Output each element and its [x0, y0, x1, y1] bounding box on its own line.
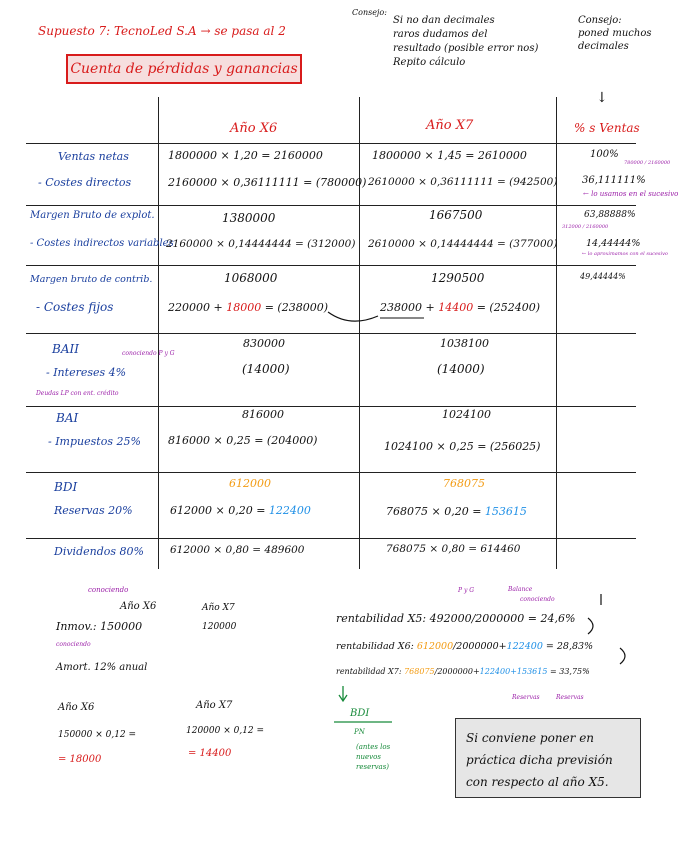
pn-note-line: reservas)	[356, 763, 390, 771]
costes-indirectos-x6: 2160000 × 0,14444444 = (312000)	[166, 238, 356, 250]
pct-costes-directos: 36,111111%	[582, 175, 646, 186]
costes-indirectos-x7: 2610000 × 0,14444444 = (377000)	[368, 238, 558, 250]
inmov-x7: 120000	[202, 622, 237, 632]
consejo-left-label: Consejo:	[352, 8, 387, 17]
mbcp-x7: 1667500	[429, 208, 483, 222]
label-intereses: - Intereses 4%	[46, 366, 127, 379]
label-costes-directos: - Costes directos	[38, 176, 132, 189]
carry-over-arrow	[328, 312, 378, 321]
label-impuestos: - Impuestos 25%	[48, 435, 141, 448]
supuesto-title: Supuesto 7: TecnoLed S.A → se pasa al 2	[38, 24, 286, 38]
cf7-total: = (252400)	[473, 301, 540, 314]
conociendo-note-1: conociendo	[88, 586, 129, 594]
rentabilidad-x5: rentabilidad X5: 492000/2000000 = 24,6%	[336, 612, 576, 625]
rentabilidad-x7	[336, 667, 590, 676]
pn-note-line: nuevos	[356, 753, 381, 761]
calc6: 150000 × 0,12 =	[58, 730, 137, 740]
label-mbcc: Margen bruto de contrib.	[30, 274, 153, 285]
cf6-base: 220000 +	[168, 301, 227, 314]
inmov: Inmov.: 150000	[56, 620, 143, 633]
dividendos-x6: 612000 × 0,80 = 489600	[170, 544, 305, 556]
bdi-label: BDI	[350, 708, 370, 719]
intereses-x7: (14000)	[437, 362, 485, 376]
calc6-result: = 18000	[58, 754, 102, 765]
r6-bdi: 612000	[416, 641, 454, 652]
pct-ci-note2: ← lo aproximamos con el sucesivo	[582, 251, 668, 257]
consejo-right-line: Consejo:	[578, 15, 622, 26]
label-ventas-netas: Ventas netas	[58, 150, 129, 163]
bdi-x6: 612000	[229, 477, 271, 490]
calc-year7: Año X7	[196, 700, 233, 711]
pn-note-line: (antes los	[356, 743, 391, 751]
col-header-x7: Año X7	[426, 118, 474, 133]
bracket-icon	[620, 648, 625, 664]
r7-reservas: 122400+153615	[479, 667, 548, 676]
consejo-left-line: resultado (posible error nos)	[393, 43, 539, 54]
reservas-note-2: Reservas	[556, 694, 584, 701]
interes-note: conociendo P y G	[122, 350, 175, 357]
reservas-x7-calc: 768075 × 0,20 =	[386, 505, 485, 518]
conociendo-note-3: conociendo	[520, 596, 555, 603]
conociendo-note-2: conociendo	[56, 641, 91, 648]
pn-label: PN	[354, 728, 365, 736]
reservas-note-1: Reservas	[512, 694, 540, 701]
pct-ventas: 100%	[590, 149, 619, 160]
pyg-title: Cuenta de pérdidas y ganancias	[70, 61, 298, 77]
bracket-icon	[588, 618, 593, 634]
rentabilidad-x6	[336, 641, 593, 652]
label-baii: BAII	[52, 342, 79, 356]
calc7-result: = 14400	[188, 748, 232, 759]
label-reservas: Reservas 20%	[54, 504, 133, 517]
bl-anio6: Año X6	[120, 601, 157, 612]
mbcc-x7: 1290500	[431, 271, 485, 285]
pct-ci-note: 312000 / 2160000	[562, 224, 609, 230]
baii-x6: 830000	[243, 337, 285, 350]
balance-note: Balance	[508, 586, 533, 593]
label-costes-indirectos: - Costes indirectos variables	[30, 238, 174, 249]
cf6-amort: 18000	[226, 301, 262, 314]
consejo-left-line: raros dudamos del	[393, 29, 488, 40]
bai-x6: 816000	[242, 408, 284, 421]
ventas-x7: 1800000 × 1,45 = 2610000	[372, 149, 527, 162]
label-mbcp: Margen Bruto de explot.	[30, 210, 155, 221]
intereses-x6: (14000)	[242, 362, 290, 376]
consejo-left-line: Repito cálculo	[393, 57, 466, 68]
r6-result: = 28,83%	[542, 641, 594, 652]
pct-costes-indirectos: 14,44444%	[586, 238, 641, 249]
r6-reservas: 122400	[506, 641, 543, 652]
pct-mbcc: 49,44444%	[580, 272, 626, 281]
col-header-x6: Año X6	[230, 121, 278, 136]
cf7-base: 238000 +	[380, 301, 439, 314]
consejo-left-line: Si no dan decimales	[393, 15, 495, 26]
conclusion-box	[455, 718, 641, 798]
calc7: 120000 × 0,12 =	[186, 726, 265, 736]
mbcc-x6: 1068000	[224, 271, 278, 285]
bdi-x7: 768075	[443, 477, 485, 490]
cf7-amort: 14400	[438, 301, 474, 314]
label-bdi: BDI	[54, 480, 78, 494]
mbcp-x6: 1380000	[222, 211, 276, 225]
dividendos-x7: 768075 × 0,80 = 614460	[386, 543, 521, 555]
r7-bdi: 768075	[404, 667, 435, 676]
calc-year6: Año X6	[58, 702, 95, 713]
conclusion-text: Si conviene poner en práctica dicha previsión con respecto al año X5.	[466, 731, 613, 789]
baii-x7: 1038100	[440, 337, 489, 350]
ventas-x6: 1800000 × 1,20 = 2160000	[168, 149, 323, 162]
label-costes-fijos: - Costes fijos	[36, 300, 114, 314]
col-header-pct: % s Ventas	[574, 121, 640, 135]
r7-base: /2000000+	[434, 667, 480, 676]
r7-result: = 33,75%	[547, 667, 590, 676]
impuestos-x7: 1024100 × 0,25 = (256025)	[384, 440, 541, 453]
reservas-x7-result: 153615	[484, 505, 527, 518]
cf6-total: = (238000)	[261, 301, 328, 314]
pct-mbcp: 63,88888%	[584, 210, 636, 220]
pct-cd-note2: 780000 / 2160000	[624, 160, 671, 166]
down-arrow-icon: ↓	[596, 90, 608, 106]
costes-directos-x6: 2160000 × 0,36111111 = (780000)	[168, 176, 367, 189]
amort: Amort. 12% anual	[56, 662, 148, 673]
reservas-x6-result: 122400	[268, 504, 311, 517]
r7-label: rentabilidad X7:	[336, 667, 405, 676]
reservas-x6-calc: 612000 × 0,20 =	[170, 504, 269, 517]
consejo-right-line: poned muchos	[578, 28, 652, 39]
label-dividendos: Dividendos 80%	[54, 545, 144, 558]
pct-cd-note: ← lo usamos en el sucesivo	[583, 190, 678, 198]
r6-base: /2000000+	[453, 641, 507, 652]
pn-note	[356, 742, 390, 772]
deudas-note: Deudas LP con ent. crédito	[36, 390, 119, 397]
impuestos-x6: 816000 × 0,25 = (204000)	[168, 434, 318, 447]
r6-label: rentabilidad X6:	[336, 641, 417, 652]
pyg-note: P y G	[458, 587, 475, 594]
bai-x7: 1024100	[442, 408, 491, 421]
consejo-right-line: decimales	[578, 41, 629, 52]
bl-anio7: Año X7	[202, 603, 235, 613]
costes-directos-x7: 2610000 × 0,36111111 = (942500)	[368, 176, 558, 188]
label-bai: BAI	[56, 411, 79, 425]
